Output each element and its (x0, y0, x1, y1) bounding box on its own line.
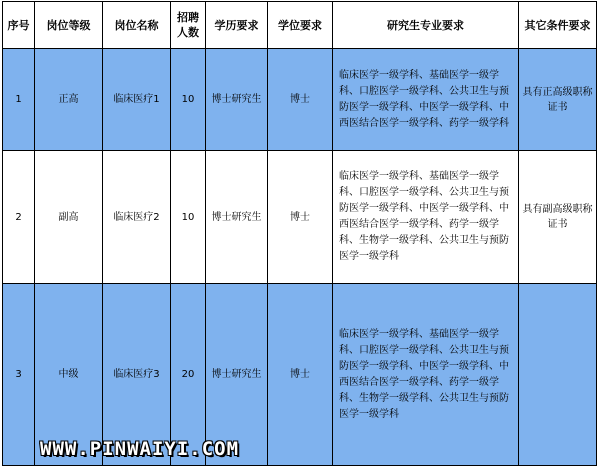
cell-education: 博士研究生 (206, 284, 268, 466)
cell-major: 临床医学一级学科、基础医学一级学科、口腔医学一级学科、公共卫生与预防医学一级学科、中医学一级学科、中西医结合医学一级学科、药学一级学科 (333, 49, 519, 151)
cell-no: 1 (3, 49, 35, 151)
cell-count: 10 (171, 151, 206, 284)
cell-no: 2 (3, 151, 35, 284)
cell-degree: 博士 (268, 284, 333, 466)
header-major: 研究生专业要求 (333, 2, 519, 49)
cell-level: 副高 (35, 151, 103, 284)
header-level: 岗位等级 (35, 2, 103, 49)
cell-other: 具有副高级职称证书 (519, 151, 597, 284)
cell-name: 临床医疗1 (103, 49, 171, 151)
cell-count: 10 (171, 49, 206, 151)
cell-degree: 博士 (268, 49, 333, 151)
table-row (3, 151, 597, 284)
header-no: 序号 (3, 2, 35, 49)
header-name: 岗位名称 (103, 2, 171, 49)
header-count: 招聘人数 (171, 2, 206, 49)
cell-name: 临床医疗3 (103, 284, 171, 466)
cell-level: 正高 (35, 49, 103, 151)
recruitment-table (2, 1, 597, 466)
cell-level: 中级 (35, 284, 103, 466)
cell-major: 临床医学一级学科、基础医学一级学科、口腔医学一级学科、公共卫生与预防医学一级学科、中医学一级学科、中西医结合医学一级学科、药学一级学科、生物学一级学科、公共卫生与预防医学一级学科 (333, 151, 519, 284)
cell-degree: 博士 (268, 151, 333, 284)
cell-major: 临床医学一级学科、基础医学一级学科、口腔医学一级学科、公共卫生与预防医学一级学科、中医学一级学科、中西医结合医学一级学科、药学一级学科、生物学一级学科、公共卫生与预防医学一级学科 (333, 284, 519, 466)
cell-education: 博士研究生 (206, 151, 268, 284)
cell-count: 20 (171, 284, 206, 466)
table-row (3, 49, 597, 151)
header-degree: 学位要求 (268, 2, 333, 49)
cell-other (519, 284, 597, 466)
cell-name: 临床医疗2 (103, 151, 171, 284)
cell-education: 博士研究生 (206, 49, 268, 151)
watermark-text: WWW.PINWAIYI.COM (40, 438, 240, 460)
header-education: 学历要求 (206, 2, 268, 49)
cell-no: 3 (3, 284, 35, 466)
header-row (3, 2, 597, 49)
cell-other: 具有正高级职称证书 (519, 49, 597, 151)
header-other: 其它条件要求 (519, 2, 597, 49)
